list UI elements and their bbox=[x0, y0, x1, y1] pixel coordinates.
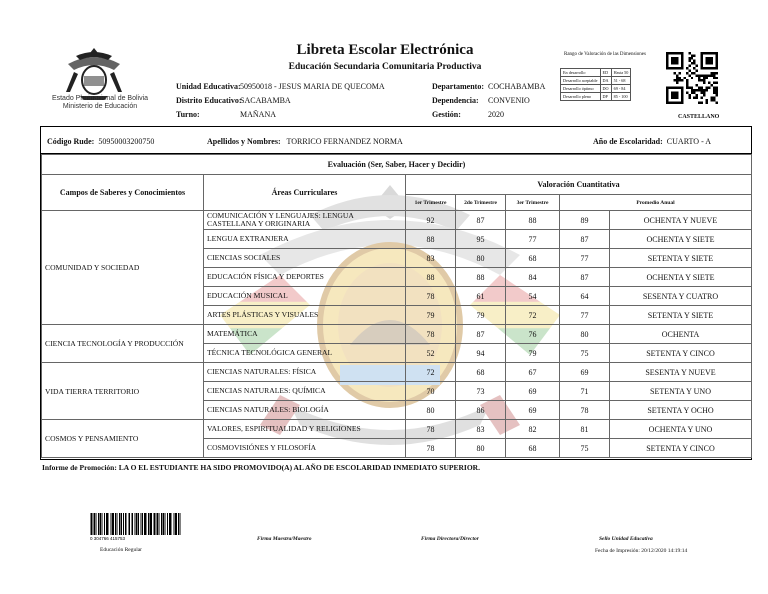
area-cell: CIENCIAS NATURALES: BIOLOGÍA bbox=[204, 401, 406, 420]
director-signature: Firma Directora/Director bbox=[421, 536, 479, 542]
dependencia bbox=[432, 96, 530, 105]
t1-cell: 78 bbox=[406, 439, 456, 458]
t1-cell: 72 bbox=[406, 363, 456, 382]
avg-cell: 69 bbox=[560, 363, 610, 382]
turno bbox=[176, 110, 276, 119]
departamento-label: Departamento: bbox=[432, 82, 484, 91]
campo-cell: CIENCIA TECNOLOGÍA Y PRODUCCIÓN bbox=[42, 325, 204, 363]
range-legend-row bbox=[561, 77, 631, 85]
avg-cell: 64 bbox=[560, 287, 610, 306]
promotion-report: Informe de Promoción: LA O EL ESTUDIANTE HA SIDO PROMOVIDO(A) AL AÑO DE ESCOLARIDAD INMEDIATO SUPERIOR. bbox=[42, 463, 480, 472]
valoracion-header: Valoración Cuantitativa bbox=[406, 175, 752, 195]
avg-cell: 75 bbox=[560, 344, 610, 363]
t2-cell: 86 bbox=[456, 401, 506, 420]
average-words-cell: OCHENTA Y NUEVE bbox=[610, 211, 752, 230]
barcode-label: Educación Regular bbox=[100, 547, 142, 553]
range-legend-row bbox=[561, 85, 631, 93]
average-words-cell: SETENTA Y SIETE bbox=[610, 249, 752, 268]
print-date: Fecha de Impresión: 20/12/2020 14:19:14 bbox=[595, 548, 688, 554]
t2-cell: 80 bbox=[456, 439, 506, 458]
t2-cell: 80 bbox=[456, 249, 506, 268]
area-cell: CIENCIAS SOCIALES bbox=[204, 249, 406, 268]
range-legend-table bbox=[560, 68, 631, 101]
avg-cell: 87 bbox=[560, 230, 610, 249]
language-label: CASTELLANO bbox=[678, 114, 720, 120]
average-words-cell: SETENTA Y OCHO bbox=[610, 401, 752, 420]
area-cell: CIENCIAS NATURALES: QUÍMICA bbox=[204, 382, 406, 401]
range-legend-code: DO bbox=[600, 85, 611, 93]
avg-cell: 80 bbox=[560, 325, 610, 344]
range-legend-range: 85 - 100 bbox=[611, 93, 631, 101]
t3-cell: 76 bbox=[506, 325, 560, 344]
range-legend-code: DP bbox=[600, 93, 611, 101]
unidad-value: 50950018 - JESUS MARIA DE QUECOMA bbox=[240, 82, 385, 91]
avg-cell: 78 bbox=[560, 401, 610, 420]
t3-cell: 72 bbox=[506, 306, 560, 325]
gestion-label: Gestión: bbox=[432, 110, 461, 119]
school-year bbox=[593, 137, 711, 146]
average-words-cell: SETENTA Y SIETE bbox=[610, 306, 752, 325]
gestion-value: 2020 bbox=[488, 110, 504, 119]
table-row bbox=[42, 211, 752, 230]
area-cell: COSMOVISIÓNES Y FILOSOFÍA bbox=[204, 439, 406, 458]
t1-cell: 83 bbox=[406, 249, 456, 268]
area-cell: COMUNICACIÓN Y LENGUAJES: LENGUA CASTELLANA Y ORIGINARIA bbox=[204, 211, 406, 230]
average-words-cell: OCHENTA Y SIETE bbox=[610, 230, 752, 249]
area-cell: TÉCNICA TECNOLÓGICA GENERAL bbox=[204, 344, 406, 363]
rude-value: 50950003200750 bbox=[98, 137, 155, 146]
t2-cell: 87 bbox=[456, 325, 506, 344]
t3-cell: 68 bbox=[506, 439, 560, 458]
t2-cell: 79 bbox=[456, 306, 506, 325]
t2-header: 2do Trimestre bbox=[456, 195, 506, 211]
t1-cell: 79 bbox=[406, 306, 456, 325]
barcode bbox=[88, 513, 183, 541]
range-legend-title: Rango de Valoración de las Dimensiones bbox=[564, 52, 646, 57]
table-row bbox=[42, 420, 752, 439]
table-row bbox=[42, 363, 752, 382]
t1-cell: 80 bbox=[406, 401, 456, 420]
page-subtitle: Educación Secundaria Comunitaria Productiva bbox=[288, 62, 482, 72]
range-legend-code: DA bbox=[600, 77, 611, 85]
avg-cell: 81 bbox=[560, 420, 610, 439]
range-legend-name: Desarrollo aceptable bbox=[561, 77, 601, 85]
area-cell: LENGUA EXTRANJERA bbox=[204, 230, 406, 249]
average-words-cell: SESENTA Y CUATRO bbox=[610, 287, 752, 306]
avg-cell: 75 bbox=[560, 439, 610, 458]
t1-cell: 78 bbox=[406, 325, 456, 344]
barcode-text: 0 304766 415753 bbox=[90, 536, 126, 541]
t3-cell: 82 bbox=[506, 420, 560, 439]
avg-cell: 89 bbox=[560, 211, 610, 230]
ministry-line2: Ministerio de Educación bbox=[62, 103, 138, 110]
ministry-text bbox=[40, 95, 160, 111]
average-words-cell: SETENTA Y CINCO bbox=[610, 344, 752, 363]
t3-cell: 69 bbox=[506, 382, 560, 401]
area-cell: VALORES, ESPIRITUALIDAD Y RELIGIONES bbox=[204, 420, 406, 439]
area-cell: EDUCACIÓN MUSICAL bbox=[204, 287, 406, 306]
distrito-label: Distrito Educativo: bbox=[176, 96, 242, 105]
average-words-cell: OCHENTA Y SIETE bbox=[610, 268, 752, 287]
distrito-value: SACABAMBA bbox=[240, 96, 291, 105]
t2-cell: 88 bbox=[456, 268, 506, 287]
teacher-signature: Firma Maestra/Maestro bbox=[257, 536, 312, 542]
t2-cell: 83 bbox=[456, 420, 506, 439]
year-label: Año de Escolaridad: bbox=[593, 137, 663, 146]
avg-cell: 87 bbox=[560, 268, 610, 287]
campo-cell: COMUNIDAD Y SOCIEDAD bbox=[42, 211, 204, 325]
average-words-cell: OCHENTA Y UNO bbox=[610, 420, 752, 439]
t1-cell: 88 bbox=[406, 230, 456, 249]
t2-cell: 95 bbox=[456, 230, 506, 249]
t1-cell: 88 bbox=[406, 268, 456, 287]
range-legend-name: Desarrollo óptimo bbox=[561, 85, 601, 93]
t1-cell: 70 bbox=[406, 382, 456, 401]
average-words-cell: SESENTA Y NUEVE bbox=[610, 363, 752, 382]
t3-cell: 67 bbox=[506, 363, 560, 382]
t3-header: 3er Trimestre bbox=[506, 195, 560, 211]
t3-cell: 79 bbox=[506, 344, 560, 363]
name-value: TORRICO FERNANDEZ NORMA bbox=[286, 137, 403, 146]
t3-cell: 88 bbox=[506, 211, 560, 230]
year-value: CUARTO - A bbox=[666, 137, 712, 146]
table-row bbox=[42, 325, 752, 344]
t3-cell: 69 bbox=[506, 401, 560, 420]
campo-cell: COSMOS Y PENSAMIENTO bbox=[42, 420, 204, 458]
t2-cell: 73 bbox=[456, 382, 506, 401]
name-label: Apellidos y Nombres: bbox=[207, 137, 281, 146]
student-name bbox=[207, 137, 403, 146]
avg-cell: 71 bbox=[560, 382, 610, 401]
departamento-value: COCHABAMBA bbox=[488, 82, 546, 91]
average-words-cell: OCHENTA bbox=[610, 325, 752, 344]
t3-cell: 77 bbox=[506, 230, 560, 249]
t1-cell: 52 bbox=[406, 344, 456, 363]
t3-cell: 84 bbox=[506, 268, 560, 287]
t1-cell: 78 bbox=[406, 287, 456, 306]
area-cell: EDUCACIÓN FÍSICA Y DEPORTES bbox=[204, 268, 406, 287]
range-legend-range: Hasta 50 bbox=[611, 69, 631, 77]
average-words-cell: SETENTA Y CINCO bbox=[610, 439, 752, 458]
t1-cell: 78 bbox=[406, 420, 456, 439]
dependencia-value: CONVENIO bbox=[488, 96, 530, 105]
rude-label: Código Rude: bbox=[47, 137, 95, 146]
range-legend-range: 51 - 68 bbox=[611, 77, 631, 85]
student-info-row bbox=[41, 127, 751, 154]
qr-code bbox=[666, 52, 718, 104]
t3-cell: 68 bbox=[506, 249, 560, 268]
area-cell: MATEMÁTICA bbox=[204, 325, 406, 344]
annual-header: Promedio Anual bbox=[560, 195, 752, 211]
t2-cell: 61 bbox=[456, 287, 506, 306]
t1-cell: 92 bbox=[406, 211, 456, 230]
campo-cell: VIDA TIERRA TERRITORIO bbox=[42, 363, 204, 420]
turno-value: MAÑANA bbox=[240, 110, 276, 119]
t2-cell: 94 bbox=[456, 344, 506, 363]
range-legend-name: Desarrollo pleno bbox=[561, 93, 601, 101]
gestion bbox=[432, 110, 504, 119]
average-words-cell: SETENTA Y UNO bbox=[610, 382, 752, 401]
area-cell: CIENCIAS NATURALES: FÍSICA bbox=[204, 363, 406, 382]
area-cell: ARTES PLÁSTICAS Y VISUALES bbox=[204, 306, 406, 325]
school-seal: Sello Unidad Educativa bbox=[599, 536, 653, 542]
evaluation-header: Evaluación (Ser, Saber, Hacer y Decidir) bbox=[42, 155, 752, 175]
range-legend-row bbox=[561, 93, 631, 101]
grades-table bbox=[41, 154, 752, 458]
t3-cell: 54 bbox=[506, 287, 560, 306]
campos-header: Campos de Saberes y Conocimientos bbox=[42, 175, 204, 211]
ministry-line1: Estado Plurinacional de Bolivia bbox=[51, 95, 149, 102]
unidad-educativa bbox=[176, 82, 385, 91]
t1-header: 1er Trimestre bbox=[406, 195, 456, 211]
avg-cell: 77 bbox=[560, 306, 610, 325]
t2-cell: 87 bbox=[456, 211, 506, 230]
areas-header: Áreas Curriculares bbox=[204, 175, 406, 211]
departamento bbox=[432, 82, 545, 91]
distrito-educativo bbox=[176, 96, 291, 105]
turno-label: Turno: bbox=[176, 110, 200, 119]
range-legend-name: En desarrollo bbox=[561, 69, 601, 77]
rude bbox=[47, 137, 154, 146]
range-legend-row bbox=[561, 69, 631, 77]
t2-cell: 68 bbox=[456, 363, 506, 382]
unidad-label: Unidad Educativa: bbox=[176, 82, 241, 91]
range-legend-code: ED bbox=[600, 69, 611, 77]
dependencia-label: Dependencia: bbox=[432, 96, 479, 105]
range-legend-range: 69 - 84 bbox=[611, 85, 631, 93]
avg-cell: 77 bbox=[560, 249, 610, 268]
page-title: Libreta Escolar Electrónica bbox=[296, 42, 474, 58]
